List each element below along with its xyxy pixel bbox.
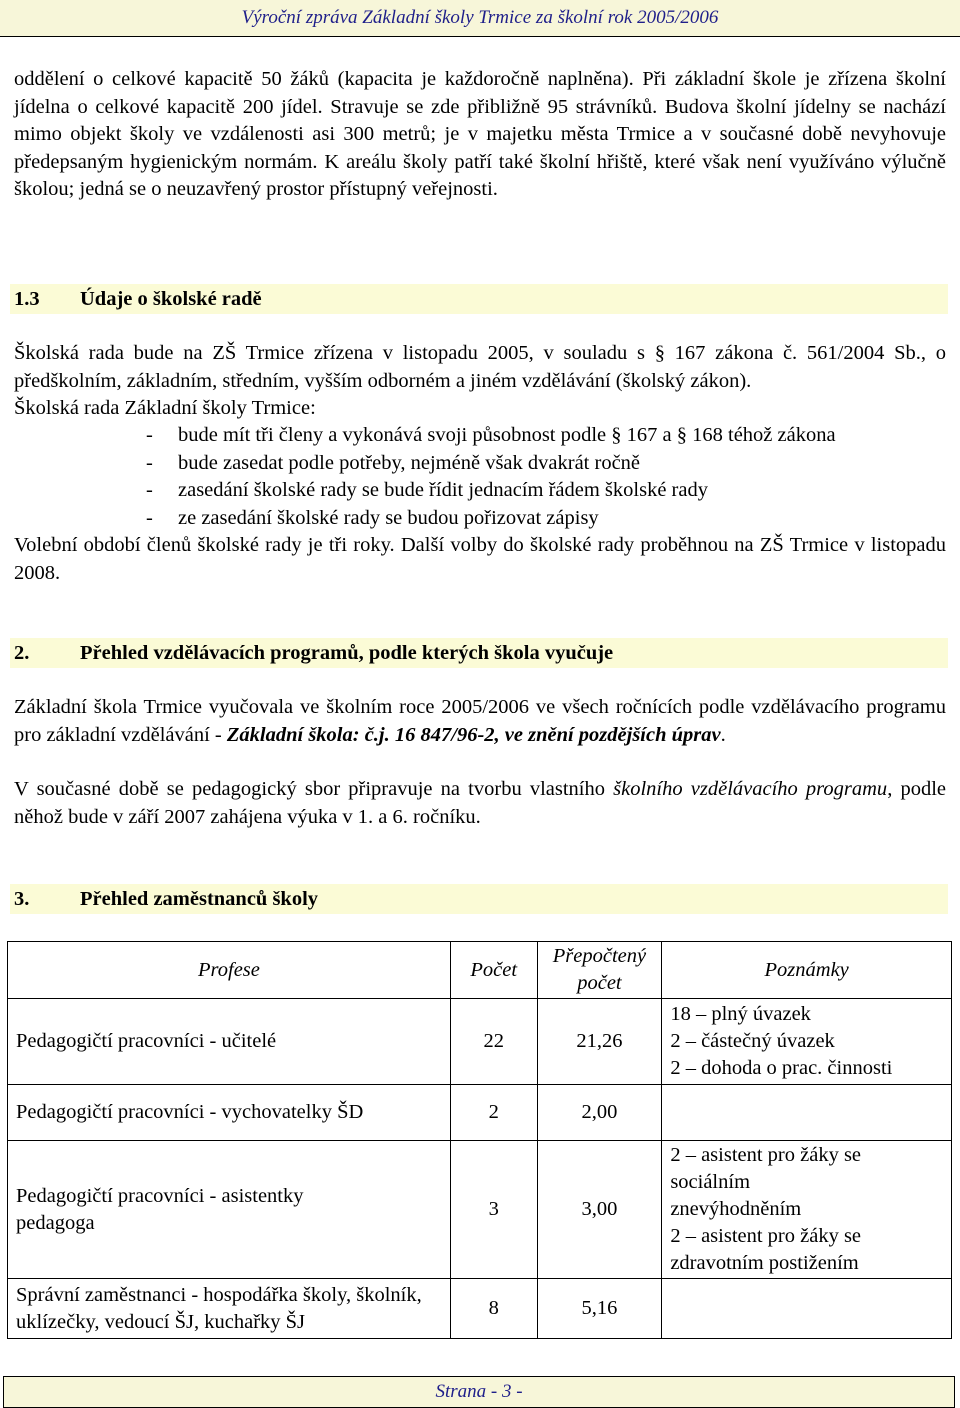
- section-title: Přehled vzdělávacích programů, podle kterých škola vyučuje: [80, 642, 614, 664]
- section-heading-1-3: [14, 284, 262, 314]
- programs-paragraph-2: V současné době se pedagogický sbor připravuje na tvorbu vlastního školního vzdělávacího programu, podle něhož bude v září 2007 zahájena výuka v 1. a 6. ročníku.: [14, 778, 947, 828]
- cell-prepocteny: 5,16: [537, 1279, 662, 1339]
- col-header-profese: Profese: [8, 942, 451, 999]
- section-number: 3.: [14, 888, 30, 910]
- section-heading-3: [14, 884, 318, 914]
- list-item: - bude zasedat podle potřeby, nejméně však dvakrát ročně: [146, 451, 641, 474]
- cell-pocet: 8: [450, 1279, 537, 1339]
- cell-profese: Pedagogičtí pracovníci - učitelé: [8, 999, 451, 1085]
- page-footer: Strana - 3 -: [3, 1376, 955, 1408]
- council-lead: Školská rada Základní školy Trmice:: [14, 397, 316, 419]
- council-paragraph: Školská rada bude na ZŠ Trmice zřízena v listopadu 2005, v souladu s § 167 zákona č. 561/2004 Sb., o předškolním, základním, středním, vyšším odborném a jiném vzdělávání (školský zákon).: [14, 342, 946, 392]
- staff-table: [7, 941, 952, 1339]
- cell-poznamky: 18 – plný úvazek 2 – částečný úvazek 2 – dohoda o prac. činnosti: [662, 999, 952, 1085]
- table-header-row: [8, 942, 952, 999]
- cell-prepocteny: 3,00: [537, 1141, 662, 1279]
- table-row: [8, 1141, 952, 1279]
- section-title: Údaje o školské radě: [80, 288, 262, 310]
- page-header: Výroční zpráva Základní školy Trmice za školní rok 2005/2006: [0, 0, 960, 37]
- program-name: Základní škola: č.j. 16 847/96-2, ve znění pozdějších úprav: [226, 723, 721, 746]
- cell-pocet: 3: [450, 1141, 537, 1279]
- cell-profese: Pedagogičtí pracovníci - asistentky pedagoga: [8, 1141, 451, 1279]
- cell-profese: Správní zaměstnanci - hospodářka školy, školník, uklízečky, vedoucí ŠJ, kuchařky ŠJ: [8, 1279, 451, 1339]
- list-item: - bude mít tři členy a vykonává svoji působnost podle § 167 a § 168 téhož zákona: [146, 424, 836, 446]
- intro-paragraph: oddělení o celkové kapacitě 50 žáků (kapacita je každoročně naplněna). Při základní škole je zřízena školní jídelna o celkové kapacitě 200 jídel. Stravuje se zde přibližně 95 strávníků. Budova školní jídelny se nachází mimo objekt školy ve vzdálenosti asi 300 metrů; je v majetku města Trmice a v současné době nevyhovuje předepsaným hygienickým normám. K areálu školy patří také školní hřiště, které však není využíváno výlučně školou; jedná se o neuzavřený prostor přístupný veřejnosti.: [14, 68, 946, 200]
- table-row: [8, 1085, 952, 1141]
- council-election-paragraph: Volební období členů školské rady je tři roky. Další volby do školské rady proběhnou na ZŠ Trmice v listopadu 2008.: [14, 534, 946, 584]
- list-item: - zasedání školské rady se bude řídit jednacím řádem školské rady: [146, 479, 708, 501]
- list-item: - ze zasedání školské rady se budou pořizovat zápisy: [146, 506, 599, 529]
- cell-profese: Pedagogičtí pracovníci - vychovatelky ŠD: [8, 1085, 451, 1141]
- section-heading-2: [14, 638, 613, 668]
- section-number: 1.3: [14, 288, 40, 310]
- cell-poznamky: [662, 1279, 952, 1339]
- table-row: [8, 1279, 952, 1339]
- section-title: Přehled zaměstnanců školy: [80, 888, 319, 910]
- table-row: [8, 999, 952, 1085]
- cell-prepocteny: 21,26: [537, 999, 662, 1085]
- cell-poznamky: [662, 1085, 952, 1141]
- section-number: 2.: [14, 642, 30, 664]
- program-italic: školního vzdělávacího programu: [613, 778, 888, 800]
- cell-pocet: 22: [450, 999, 537, 1085]
- cell-pocet: 2: [450, 1085, 537, 1141]
- programs-paragraph: Základní škola Trmice vyučovala ve školním roce 2005/2006 ve všech ročnících podle vzdělávacího programu pro základní vzdělávání - Základní škola: č.j. 16 847/96-2, ve znění pozdějších úprav.: [14, 696, 946, 746]
- cell-poznamky: 2 – asistent pro žáky se sociálním znevýhodněním 2 – asistent pro žáky se zdravotním postižením: [662, 1141, 952, 1279]
- col-header-poznamky: Poznámky: [662, 942, 952, 999]
- col-header-prepocteny: Přepočtený počet: [537, 942, 662, 999]
- cell-prepocteny: 2,00: [537, 1085, 662, 1141]
- council-list: [146, 422, 836, 532]
- col-header-pocet: Počet: [450, 942, 537, 999]
